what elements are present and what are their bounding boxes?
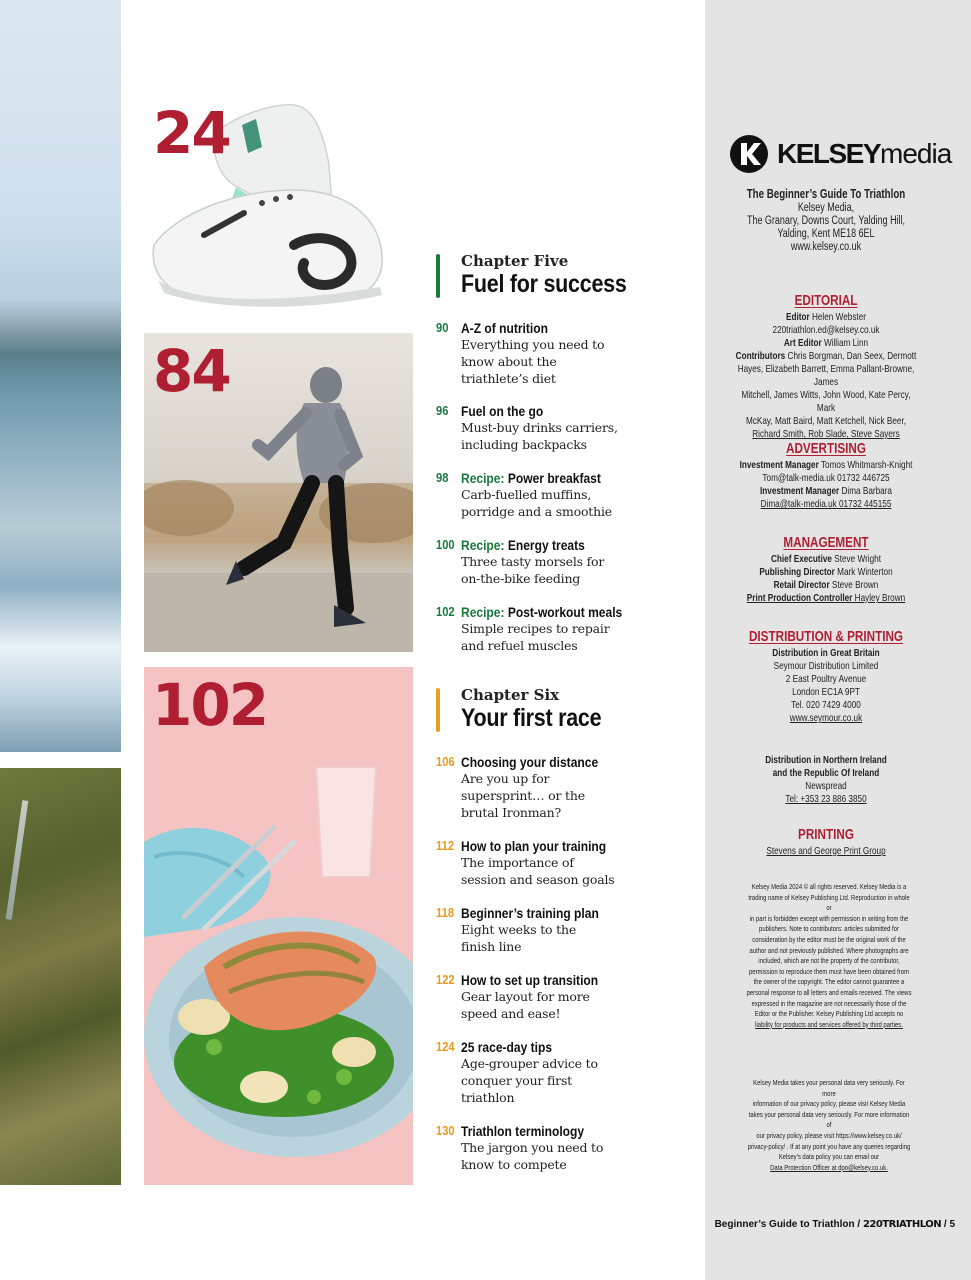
entry-description: Everything you need to know about the triathlete’s diet [461, 337, 605, 386]
contents-entry-98[interactable] [436, 470, 698, 520]
editor-email: 220triathlon.ed@kelsey.co.uk [772, 324, 880, 336]
management-heading: MANAGEMENT [783, 534, 869, 551]
logo-wordmark: KELSEYmedia [777, 138, 952, 169]
entry-description: Must-buy drinks carriers, including backpacks [461, 420, 618, 452]
220-triathlon-wordmark: 220TRIATHLON [862, 1219, 942, 1230]
contents-entry-130[interactable] [436, 1123, 698, 1173]
advertising-block: ADVERTISING Investment Manager Tomos Whitmarsh-Knight Tom@talk-media.uk 01732 446725 Investment Manager Dima Barbara Dima@talk-media.uk 01732 445155 [732, 440, 921, 511]
website-link: www.kelsey.co.uk [790, 241, 862, 253]
contents-entry-90[interactable] [436, 320, 698, 387]
editorial-heading: EDITORIAL [794, 292, 858, 309]
publication-title: The Beginner’s Guide To Triathlon [746, 187, 906, 201]
entry-description: Eight weeks to the finish line [461, 922, 577, 954]
sea-photo [0, 0, 121, 752]
entry-description: Carb-fuelled muffins, porridge and a smoothie [461, 487, 612, 519]
recipe-label: Recipe: [461, 470, 505, 486]
contents-entry-106[interactable] [436, 754, 698, 821]
entry-page-number: 130 [436, 1123, 455, 1138]
chapter-six-kicker: Chapter Six [461, 686, 560, 704]
salmon-dish-photo [144, 667, 413, 1185]
chapter-five-heading [436, 252, 696, 298]
privacy-notice: Kelsey Media takes your personal data very seriously. For more information of our privacy policy, please visit Kelsey Media takes your personal data very seriously. For more information of our privacy policy, please visit https://www.kelsey.co.uk/ privacy-policy/ . If at any point you have any queries regarding Kelsey’s data policy you can email our Data Protection Officer at dpo@kelsey.co.uk. [747, 1078, 911, 1172]
credits-panel [705, 0, 971, 1280]
copyright-notice: Kelsey Media 2024 © all rights reserved. Kelsey Media is a trading name of Kelsey Publishing Ltd. Reproduction in whole or in part is forbidden except with permission in writing from the publishers. Note to contributors: articles submitted for consideration by the editor must be the original work of the author and not previously published. Where photographs are included, which are not the property of the contributor, permission to reproduce them must have been obtained from the owner of the copyright. The editor cannot guarantee a personal response to all letters and emails received. The views expressed in the magazine are not necessarily those of the Editor or the Publisher. Kelsey Publishing Ltd accepts no liability for products and services offered by third parties. [746, 882, 912, 1029]
entry-title: Triathlon terminology [461, 1123, 585, 1139]
entry-page-number: 112 [436, 838, 455, 853]
entry-description: Gear layout for more speed and ease! [461, 989, 590, 1021]
entry-page-number: 122 [436, 972, 455, 987]
chapter-six-bar [436, 688, 440, 732]
recipe-label: Recipe: [461, 604, 505, 620]
printing-block: PRINTING Stevens and George Print Group [732, 826, 921, 858]
page-number-graphic-84: 84 [153, 337, 230, 405]
entry-page-number: 106 [436, 754, 455, 769]
contents-entry-96[interactable] [436, 403, 698, 453]
editorial-block: EDITORIAL Editor Helen Webster 220triathlon.ed@kelsey.co.uk Art Editor William Linn Contributors Chris Borgman, Dan Seex, Dermott Hayes, Elizabeth Barrett, Emma Pallant-Browne, James Mitchell, James Witts, John Wood, Kate Percy, Mark McKay, Matt Baird, Matt Ketchell, Nick Beer, Richard Smith, Rob Slade, Steve Sayers [732, 292, 921, 441]
entry-title: How to plan your training [461, 838, 607, 854]
entry-title: Choosing your distance [461, 754, 599, 770]
advertising-heading: ADVERTISING [786, 440, 866, 457]
distribution-block: DISTRIBUTION & PRINTING Distribution in Great Britain Seymour Distribution Limited 2 East Poultry Avenue London EC1A 9PT Tel. 020 7429 4000 www.seymour.co.uk [732, 628, 921, 725]
printing-heading: PRINTING [798, 826, 854, 843]
entry-title: Recipe: Post-workout meals [461, 604, 623, 620]
page-number-graphic-102: 102 [152, 671, 268, 739]
management-block: MANAGEMENT Chief Executive Steve Wright Publishing Director Mark Winterton Retail Director Steve Brown Print Production Controller Hayley Brown [732, 534, 921, 605]
entry-title: Fuel on the go [461, 403, 544, 419]
distribution-heading: DISTRIBUTION & PRINTING [748, 628, 904, 645]
chapter-six-title: Your first race [461, 704, 602, 732]
entry-page-number: 124 [436, 1039, 455, 1054]
entry-page-number: 118 [436, 905, 455, 920]
contents-entry-122[interactable] [436, 972, 698, 1022]
chapter-six-heading [436, 686, 696, 732]
entry-title: 25 race-day tips [461, 1039, 553, 1055]
contents-entry-112[interactable] [436, 838, 698, 888]
recipe-label: Recipe: [461, 537, 505, 553]
contents-entry-118[interactable] [436, 905, 698, 955]
entry-page-number: 96 [436, 403, 449, 418]
page-folio: Beginner’s Guide to Triathlon / 220TRIATHLON / 5 [714, 1219, 955, 1230]
entry-description: Age-grouper advice to conquer your first triathlon [461, 1056, 598, 1105]
publisher-address-block: The Beginner’s Guide To Triathlon Kelsey Media, The Granary, Downs Court, Yalding Hill, Yalding, Kent ME18 6EL www.kelsey.co.uk [732, 187, 921, 254]
entry-title: How to set up transition [461, 972, 599, 988]
entry-page-number: 102 [436, 604, 455, 619]
page-number-graphic-24: 24 [153, 99, 230, 167]
chapter-five-bar [436, 254, 440, 298]
entry-description: Are you up for supersprint… or the brutal Ironman? [461, 771, 585, 820]
entry-title: Recipe: Energy treats [461, 537, 585, 553]
entry-title: Recipe: Power breakfast [461, 470, 601, 486]
entry-description: Three tasty morsels for on-the-bike feeding [461, 554, 605, 586]
entry-description: The jargon you need to know to compete [461, 1140, 604, 1172]
data-protection-link[interactable]: Data Protection Officer at dpo@kelsey.co.uk. [770, 1162, 888, 1172]
kelsey-media-logo [729, 134, 952, 174]
northern-ireland-distribution-block: Distribution in Northern Ireland and the Republic Of Ireland Newspread Tel: +353 23 886 3850 [765, 754, 887, 805]
entry-page-number: 100 [436, 537, 455, 552]
contents-entry-100[interactable] [436, 537, 698, 587]
kelsey-k-icon [729, 134, 769, 174]
entry-page-number: 98 [436, 470, 449, 485]
chapter-five-title: Fuel for success [461, 270, 627, 298]
salmon-illustration [144, 667, 413, 1185]
entry-title: Beginner’s training plan [461, 905, 599, 921]
contents-entry-102[interactable] [436, 604, 698, 654]
left-photo-strip [0, 0, 121, 1280]
chapter-five-kicker: Chapter Five [461, 252, 569, 270]
entry-description: The importance of session and season goals [461, 855, 615, 887]
contents-entry-124[interactable] [436, 1039, 698, 1106]
entry-page-number: 90 [436, 320, 449, 335]
page-number: 5 [949, 1219, 955, 1230]
entry-title: A-Z of nutrition [461, 320, 548, 336]
entry-description: Simple recipes to repair and refuel muscles [461, 621, 610, 653]
